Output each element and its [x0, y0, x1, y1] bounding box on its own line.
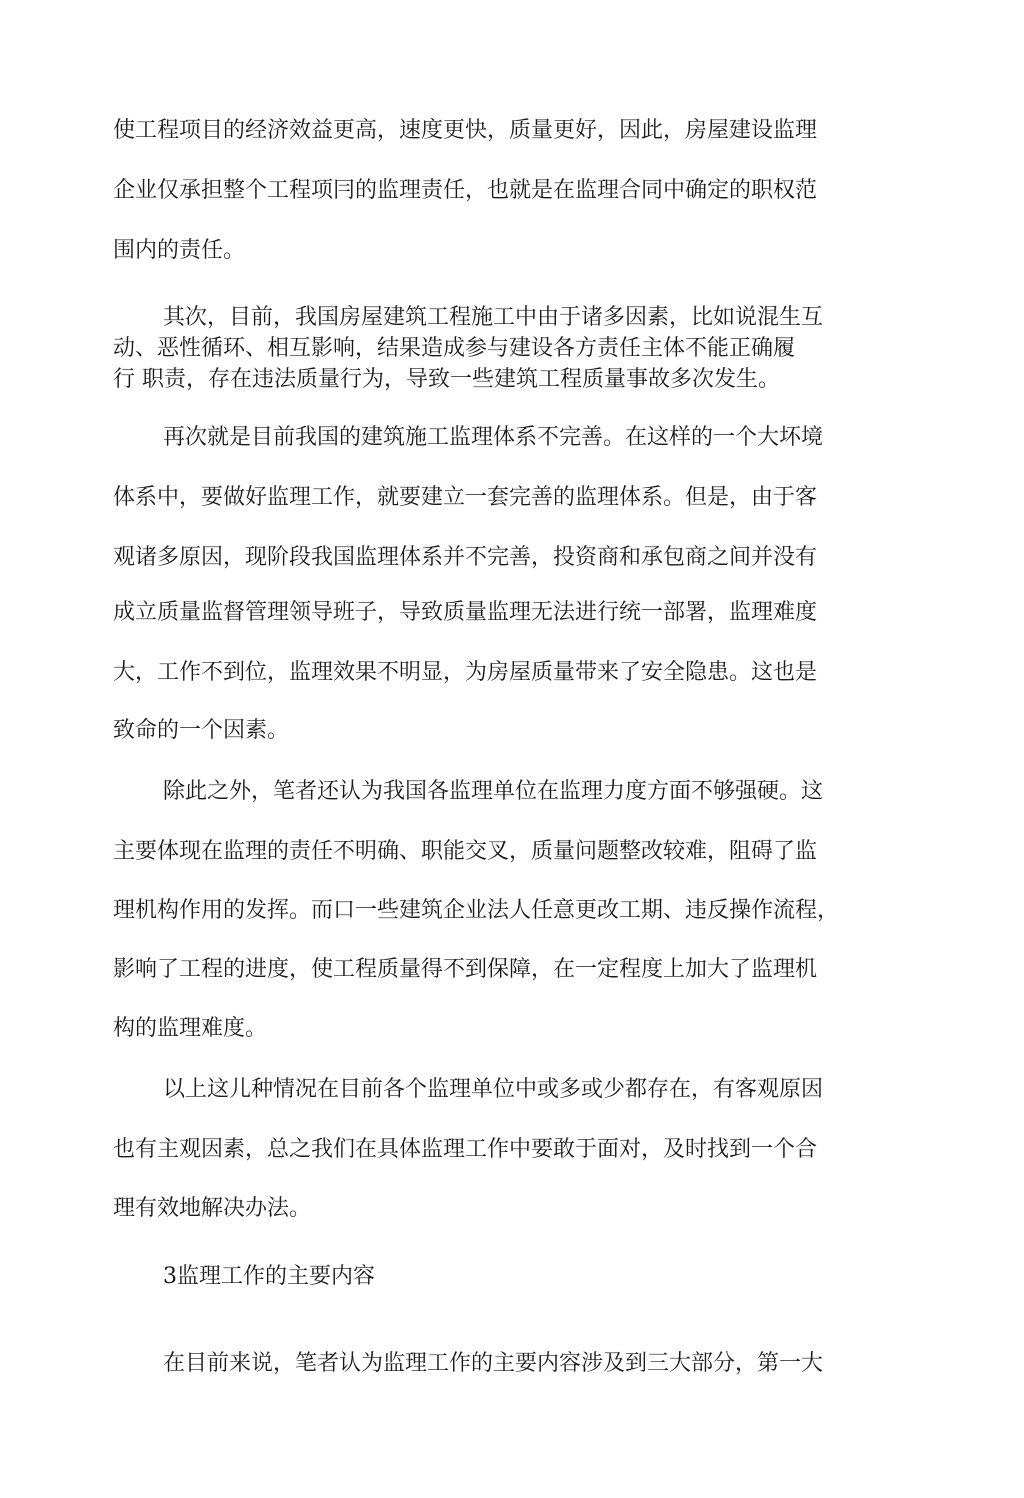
text-line: 动、恶性循环、相互影响，结果造成参与建设各方责任主体不能正确履 [113, 336, 796, 361]
text-line: 企业仅承担整个工程项冃的监理责任，也就是在监理合同中确定的职权范 [113, 178, 818, 203]
text-line: 理机构作用的发挥。而口一些建筑企业法人任意更改工期、违反操作流程， [113, 898, 840, 923]
text-line: 围内的责任。 [113, 238, 246, 263]
text-line: 其次，目前，我国房屋建筑工程施工中由于诸多因素，比如说混生互 [163, 305, 824, 330]
text-line: 也有主观因素，总之我们在具体监理工作中要敢于面对，及时找到一个合 [113, 1137, 818, 1162]
text-line: 以上这儿种情况在目前各个监理单位中或多或少都存在，有客观原因 [163, 1077, 824, 1102]
text-line: 大，工作不到位，监理效果不明显，为房屋质量带来了安全隐患。这也是 [113, 660, 818, 685]
text-line: 主要体现在监理的责任不明确、职能交叉，质量问题整改较难，阻碍了监 [113, 839, 818, 864]
text-line: 行 职责，存在违法质量行为，导致一些建筑工程质量事故多次发生。 [113, 367, 780, 392]
text-line: 影响了工程的进度，使工程质量得不到保障，在一定程度上加大了监理机 [113, 957, 818, 982]
text-line: 再次就是目前我国的建筑施工监理体系不完善。在这样的一个大坏境 [163, 425, 824, 450]
text-line: 致命的一个因素。 [113, 718, 290, 743]
text-line: 理有效地解决办法。 [113, 1196, 312, 1221]
text-line: 成立质量监督管理领导班子，导致质量监理无法进行统一部署，监理难度 [113, 600, 818, 625]
text-line: 观诸多原因，现阶段我国监理体系并不完善，投资商和承包商之间并没有 [113, 545, 818, 570]
text-line: 除此之外，笔者还认为我国各监理单位在监理力度方面不够强硬。这 [163, 779, 824, 804]
text-line: 体系中，要做好监理工作，就要建立一套完善的监理体系。但是，由于客 [113, 485, 818, 510]
section-heading: 3监理工作的主要内容 [163, 1264, 375, 1289]
text-line: 在目前来说，笔者认为监理工作的主要内容涉及到三大部分，第一大 [163, 1351, 824, 1376]
text-line: 使工程项目的经济效益更高，速度更快，质量更好，因此，房屋建设监理 [113, 118, 818, 143]
text-line: 构的监理难度。 [113, 1016, 268, 1041]
